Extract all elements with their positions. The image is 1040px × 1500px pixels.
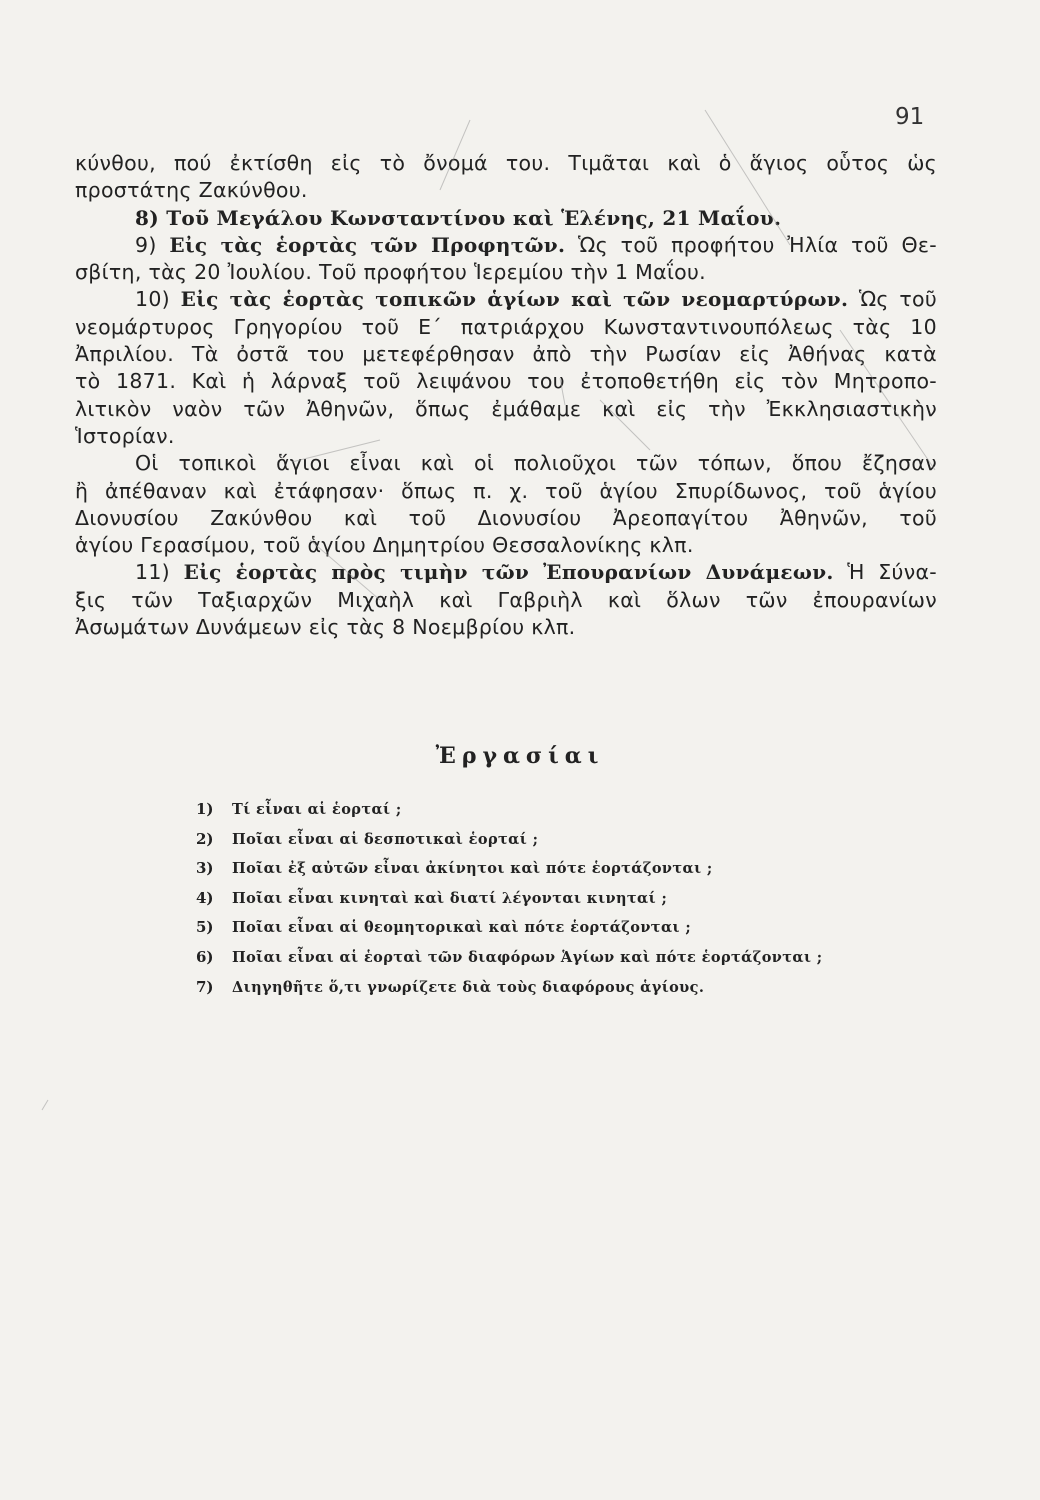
section-number: 9)	[135, 232, 157, 257]
exercise-number: 7)	[196, 977, 214, 996]
exercise-text: Ποῖαι ἐξ αὐτῶν εἶναι ἀκίνητοι καὶ πότε ἑορτάζονται ;	[232, 860, 713, 878]
text-line: Οἱ τοπικοὶ ἅγιοι εἶναι καὶ οἱ πολιοῦχοι τῶν τόπων, ὅπου ἔζησαν	[135, 451, 937, 476]
exercise-item	[196, 943, 936, 973]
text-line: λιτικὸν ναὸν τῶν Ἀθηνῶν, ὅπως ἐμάθαμε καὶ εἰς τὴν Ἐκκλησιαστικὴν	[75, 396, 937, 421]
text-line: Ἱστορίαν.	[75, 423, 175, 448]
exercise-item	[196, 795, 936, 825]
exercise-text: Ποῖαι εἶναι κινηταὶ καὶ διατί λέγονται κινηταί ;	[232, 889, 668, 907]
text-line: τὸ 1871. Καὶ ἡ λάρναξ τοῦ λειψάνου του ἐτοποθετήθη εἰς τὸν Μητροπο-	[75, 369, 937, 394]
section-heading: Εἰς τὰς ἑορτὰς τοπικῶν ἁγίων καὶ τῶν νεομαρτύρων.	[180, 287, 849, 312]
exercise-item	[196, 973, 936, 1003]
text-line	[75, 286, 937, 313]
section-heading: Εἰς ἑορτὰς πρὸς τιμὴν τῶν Ἐπουρανίων Δυνάμεων.	[183, 560, 834, 585]
exercise-number: 3)	[196, 859, 214, 878]
text-line: ξις τῶν Ταξιαρχῶν Μιχαὴλ καὶ Γαβριὴλ καὶ ὅλων τῶν ἐπουρανίων	[75, 587, 937, 612]
text-line	[75, 232, 937, 259]
body-text	[75, 150, 937, 641]
section-heading: Εἰς τὰς ἑορτὰς τῶν Προφητῶν.	[169, 232, 566, 257]
section-number: 10)	[135, 287, 170, 312]
exercise-text: Ποῖαι εἶναι αἱ δεσποτικαὶ ἑορταί ;	[232, 830, 539, 848]
exercise-number: 2)	[196, 829, 214, 848]
text-line: ἁγίου Γερασίμου, τοῦ ἁγίου Δημητρίου Θεσσαλονίκης κλπ.	[75, 533, 694, 558]
text-segment: Ὡς τοῦ προφήτου Ἠλία τοῦ Θε-	[578, 232, 937, 257]
exercises-list	[196, 795, 936, 1002]
exercise-item	[196, 825, 936, 855]
text-line: Ἀπριλίου. Τὰ ὀστᾶ του μετεφέρθησαν ἀπὸ τὴν Ρωσίαν εἰς Ἀθήνας κατὰ	[75, 342, 937, 367]
scratch-line	[42, 1100, 48, 1110]
exercise-number: 6)	[196, 947, 214, 966]
exercise-item	[196, 854, 936, 884]
exercise-number: 5)	[196, 918, 214, 937]
text-segment: Ὡς τοῦ	[858, 287, 937, 312]
section-heading: 8) Τοῦ Μεγάλου Κωνσταντίνου καὶ Ἑλένης, 21 Μαΐου.	[135, 205, 782, 230]
exercise-number: 4)	[196, 888, 214, 907]
section-number: 11)	[135, 560, 170, 585]
text-line	[75, 559, 937, 586]
text-line: νεομάρτυρος Γρηγορίου τοῦ Ε΄ πατριάρχου Κωνσταντινουπόλεως τὰς 10	[75, 314, 937, 339]
text-line: Ἀσωμάτων Δυνάμεων εἰς τὰς 8 Νοεμβρίου κλπ.	[75, 615, 576, 640]
exercise-text: Ποῖαι εἶναι αἱ θεομητορικαὶ καὶ πότε ἑορτάζονται ;	[232, 919, 692, 937]
exercise-text: Ποῖαι εἶναι αἱ ἑορταὶ τῶν διαφόρων Ἁγίων καὶ πότε ἑορτάζονται ;	[232, 948, 823, 966]
exercise-item	[196, 884, 936, 914]
text-segment: Ἡ Σύνα-	[847, 560, 937, 585]
exercise-text: Διηγηθῆτε ὅ,τι γνωρίζετε διὰ τοὺς διαφόρους ἁγίους.	[232, 978, 705, 996]
page-number: 91	[895, 104, 925, 130]
text-line: προστάτης Ζακύνθου.	[75, 178, 308, 203]
exercises-heading: Ἐργασίαι	[435, 743, 605, 769]
text-line: σβίτη, τὰς 20 Ἰουλίου. Τοῦ προφήτου Ἱερεμίου τὴν 1 Μαΐου.	[75, 260, 706, 285]
text-line: ἢ ἀπέθαναν καὶ ἐτάφησαν· ὅπως π. χ. τοῦ ἁγίου Σπυρίδωνος, τοῦ ἁγίου	[75, 478, 937, 503]
text-line: κύνθου, πού ἐκτίσθη εἰς τὸ ὄνομά του. Τιμᾶται καὶ ὁ ἅγιος οὗτος ὡς	[75, 151, 937, 175]
text-line: Διονυσίου Ζακύνθου καὶ τοῦ Διονυσίου Ἀρεοπαγίτου Ἀθηνῶν, τοῦ	[75, 505, 937, 530]
exercise-text: Τί εἶναι αἱ ἑορταί ;	[232, 801, 402, 818]
exercise-number: 1)	[196, 800, 214, 818]
exercise-item	[196, 913, 936, 943]
